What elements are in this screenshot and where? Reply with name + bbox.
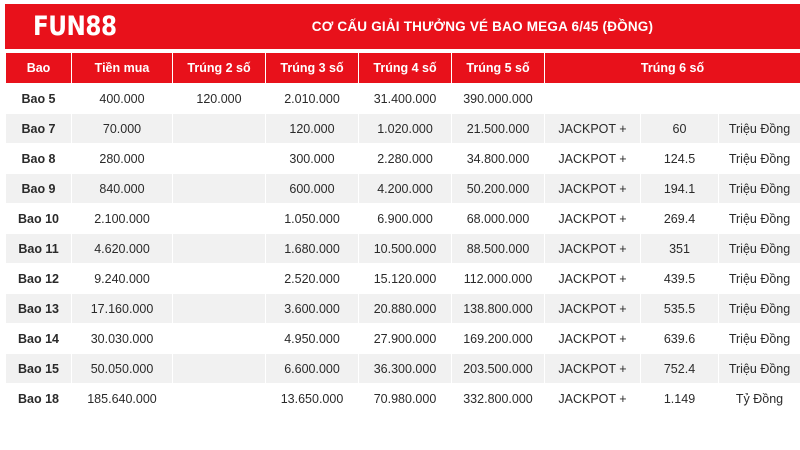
column-header-tien-mua: Tiền mua [72, 53, 173, 84]
cell-trung-4-so: 2.280.000 [359, 144, 452, 174]
cell-trung-2-so [173, 234, 266, 264]
cell-trung-5-so: 390.000.000 [452, 84, 545, 114]
cell-trung-3-so: 1.050.000 [266, 204, 359, 234]
cell-jackpot-unit: Tỷ Đồng [719, 384, 800, 414]
cell-trung-5-so: 203.500.000 [452, 354, 545, 384]
cell-jackpot-amount: 351 [641, 234, 719, 264]
cell-tien-mua: 17.160.000 [72, 294, 173, 324]
cell-jackpot-amount: 439.5 [641, 264, 719, 294]
cell-trung-2-so [173, 264, 266, 294]
cell-trung-4-so: 36.300.000 [359, 354, 452, 384]
cell-jackpot-unit: Triệu Đồng [719, 144, 800, 174]
header-row [6, 53, 800, 84]
cell-trung-4-so: 31.400.000 [359, 84, 452, 114]
cell-trung-5-so: 138.800.000 [452, 294, 545, 324]
logo-text: FUN88 [33, 11, 117, 42]
cell-jackpot-label: JACKPOT + [545, 144, 641, 174]
table-row [6, 114, 800, 144]
cell-trung-5-so: 88.500.000 [452, 234, 545, 264]
cell-jackpot-unit: Triệu Đồng [719, 324, 800, 354]
cell-bao: Bao 18 [6, 384, 72, 414]
cell-trung-4-so: 10.500.000 [359, 234, 452, 264]
table-header [6, 53, 800, 84]
table-row [6, 234, 800, 264]
cell-jackpot-unit: Triệu Đồng [719, 204, 800, 234]
cell-jackpot-label [545, 84, 641, 114]
cell-trung-5-so: 50.200.000 [452, 174, 545, 204]
cell-jackpot-label: JACKPOT + [545, 264, 641, 294]
table-row [6, 294, 800, 324]
cell-jackpot-label: JACKPOT + [545, 174, 641, 204]
cell-jackpot-label: JACKPOT + [545, 294, 641, 324]
cell-trung-3-so: 3.600.000 [266, 294, 359, 324]
table-row [6, 174, 800, 204]
cell-jackpot-label: JACKPOT + [545, 354, 641, 384]
fun88-logo [15, 11, 185, 42]
cell-jackpot-label: JACKPOT + [545, 204, 641, 234]
cell-jackpot-unit [719, 84, 800, 114]
cell-jackpot-amount: 269.4 [641, 204, 719, 234]
table-row [6, 204, 800, 234]
cell-bao: Bao 13 [6, 294, 72, 324]
cell-jackpot-label: JACKPOT + [545, 114, 641, 144]
cell-bao: Bao 8 [6, 144, 72, 174]
cell-trung-2-so [173, 114, 266, 144]
cell-jackpot-unit: Triệu Đồng [719, 354, 800, 384]
cell-trung-2-so [173, 144, 266, 174]
header-banner [5, 4, 800, 49]
column-header-trung-5-so: Trúng 5 số [452, 53, 545, 84]
cell-trung-2-so [173, 294, 266, 324]
cell-jackpot-amount [641, 84, 719, 114]
cell-tien-mua: 50.050.000 [72, 354, 173, 384]
cell-jackpot-amount: 194.1 [641, 174, 719, 204]
cell-trung-4-so: 4.200.000 [359, 174, 452, 204]
cell-trung-5-so: 34.800.000 [452, 144, 545, 174]
cell-tien-mua: 4.620.000 [72, 234, 173, 264]
table-row [6, 354, 800, 384]
cell-tien-mua: 185.640.000 [72, 384, 173, 414]
cell-bao: Bao 12 [6, 264, 72, 294]
cell-bao: Bao 7 [6, 114, 72, 144]
cell-trung-3-so: 2.520.000 [266, 264, 359, 294]
cell-tien-mua: 280.000 [72, 144, 173, 174]
cell-trung-5-so: 169.200.000 [452, 324, 545, 354]
cell-trung-3-so: 2.010.000 [266, 84, 359, 114]
column-header-trung-3-so: Trúng 3 số [266, 53, 359, 84]
cell-jackpot-amount: 124.5 [641, 144, 719, 174]
cell-trung-3-so: 1.680.000 [266, 234, 359, 264]
cell-jackpot-unit: Triệu Đồng [719, 294, 800, 324]
cell-jackpot-amount: 639.6 [641, 324, 719, 354]
column-header-trung-6-so: Trúng 6 số [545, 53, 800, 84]
column-header-bao: Bao [6, 53, 72, 84]
cell-jackpot-unit: Triệu Đồng [719, 264, 800, 294]
cell-jackpot-unit: Triệu Đồng [719, 174, 800, 204]
table-row [6, 324, 800, 354]
cell-trung-4-so: 70.980.000 [359, 384, 452, 414]
cell-trung-3-so: 300.000 [266, 144, 359, 174]
cell-trung-4-so: 15.120.000 [359, 264, 452, 294]
cell-trung-5-so: 68.000.000 [452, 204, 545, 234]
page-title: CƠ CẤU GIẢI THƯỞNG VÉ BAO MEGA 6/45 (ĐỒNG) [311, 19, 654, 34]
cell-trung-5-so: 112.000.000 [452, 264, 545, 294]
cell-trung-3-so: 4.950.000 [266, 324, 359, 354]
cell-tien-mua: 70.000 [72, 114, 173, 144]
cell-jackpot-unit: Triệu Đồng [719, 234, 800, 264]
cell-trung-3-so: 120.000 [266, 114, 359, 144]
cell-trung-3-so: 600.000 [266, 174, 359, 204]
cell-trung-3-so: 6.600.000 [266, 354, 359, 384]
cell-trung-5-so: 21.500.000 [452, 114, 545, 144]
cell-trung-2-so [173, 384, 266, 414]
cell-trung-4-so: 1.020.000 [359, 114, 452, 144]
cell-bao: Bao 15 [6, 354, 72, 384]
cell-trung-3-so: 13.650.000 [266, 384, 359, 414]
cell-jackpot-amount: 60 [641, 114, 719, 144]
cell-trung-4-so: 27.900.000 [359, 324, 452, 354]
table-body [6, 84, 800, 414]
cell-tien-mua: 9.240.000 [72, 264, 173, 294]
cell-bao: Bao 11 [6, 234, 72, 264]
cell-tien-mua: 30.030.000 [72, 324, 173, 354]
column-header-trung-4-so: Trúng 4 số [359, 53, 452, 84]
cell-trung-2-so [173, 324, 266, 354]
table-row [6, 144, 800, 174]
table-row [6, 384, 800, 414]
cell-jackpot-unit: Triệu Đồng [719, 114, 800, 144]
cell-jackpot-amount: 752.4 [641, 354, 719, 384]
cell-jackpot-label: JACKPOT + [545, 384, 641, 414]
cell-bao: Bao 14 [6, 324, 72, 354]
cell-jackpot-amount: 535.5 [641, 294, 719, 324]
cell-jackpot-label: JACKPOT + [545, 234, 641, 264]
cell-jackpot-label: JACKPOT + [545, 324, 641, 354]
cell-bao: Bao 10 [6, 204, 72, 234]
cell-tien-mua: 2.100.000 [72, 204, 173, 234]
cell-trung-5-so: 332.800.000 [452, 384, 545, 414]
cell-tien-mua: 840.000 [72, 174, 173, 204]
table-row [6, 84, 800, 114]
cell-bao: Bao 9 [6, 174, 72, 204]
cell-trung-4-so: 20.880.000 [359, 294, 452, 324]
cell-trung-2-so [173, 174, 266, 204]
cell-trung-2-so [173, 354, 266, 384]
column-header-trung-2-so: Trúng 2 số [173, 53, 266, 84]
table-row [6, 264, 800, 294]
prize-structure-table [5, 52, 800, 414]
cell-tien-mua: 400.000 [72, 84, 173, 114]
cell-bao: Bao 5 [6, 84, 72, 114]
cell-trung-2-so: 120.000 [173, 84, 266, 114]
cell-jackpot-amount: 1.149 [641, 384, 719, 414]
cell-trung-2-so [173, 204, 266, 234]
cell-trung-4-so: 6.900.000 [359, 204, 452, 234]
